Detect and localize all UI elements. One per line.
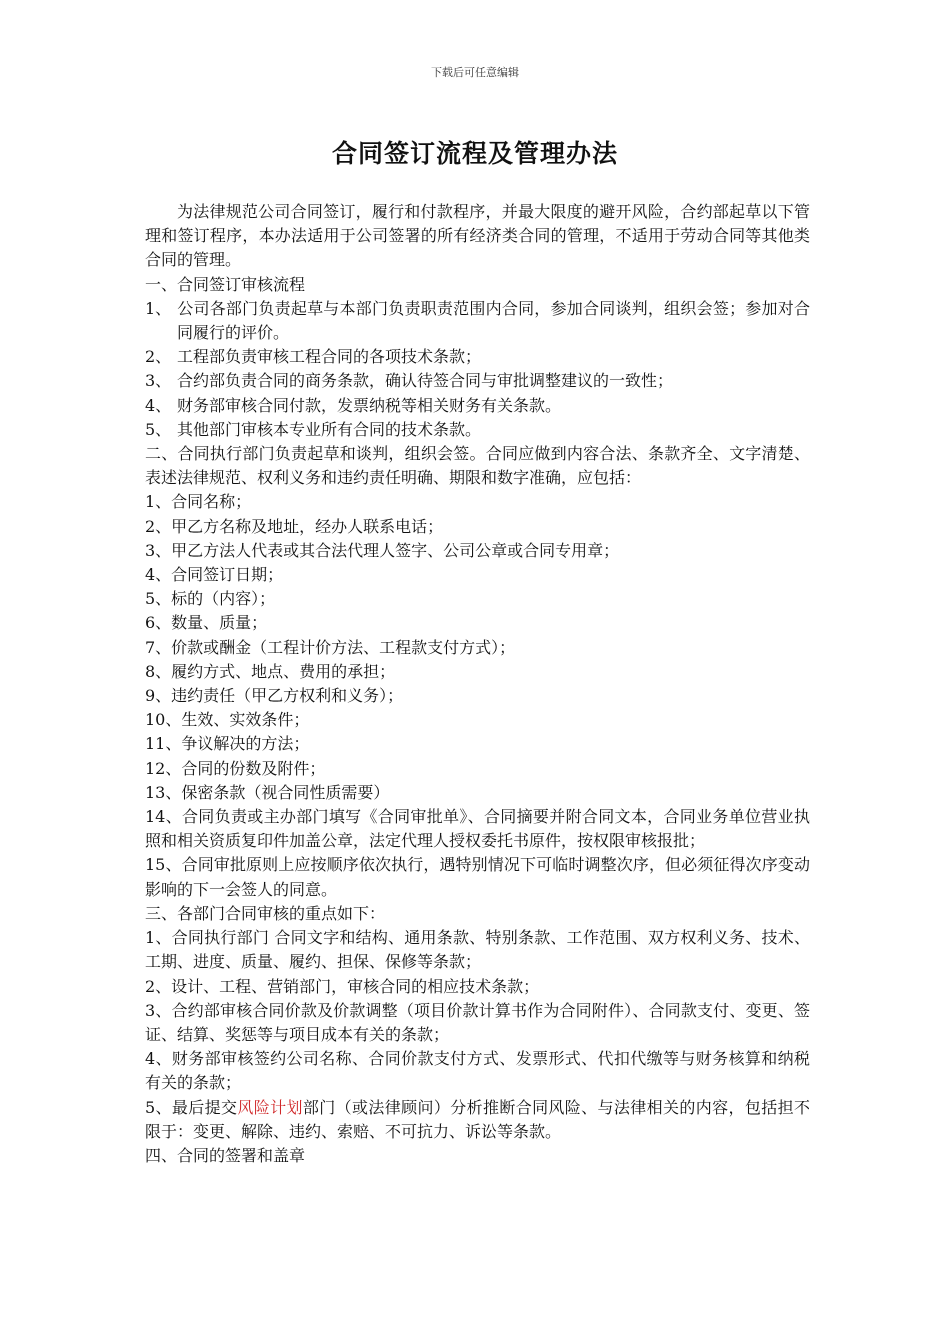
list-item xyxy=(145,418,810,442)
list-item xyxy=(145,369,810,393)
highlighted-text: 风险计划 xyxy=(237,1097,303,1117)
document-body xyxy=(145,200,810,1168)
list-item: 6、数量、质量； xyxy=(145,613,268,633)
list-item: 1、合同执行部门 合同文字和结构、通用条款、特别条款、工作范围、双方权利义务、技术、工期、进度、质量、履约、担保、保修等条款； xyxy=(145,928,810,972)
list-item: 8、履约方式、地点、费用的承担； xyxy=(145,661,396,681)
list-item: 15、合同审批原则上应按顺序依次执行，遇特别情况下可临时调整次序，但必须征得次序变动影响的下一会签人的同意。 xyxy=(145,855,810,899)
section-heading: 二、合同执行部门负责起草和谈判，组织会签。合同应做到内容合法、条款齐全、文字清楚、表述法律规范、权利义务和违约责任明确、期限和数字准确，应包括： xyxy=(145,444,810,488)
list-item: 12、合同的份数及附件； xyxy=(145,758,326,778)
list-item xyxy=(145,297,810,345)
item-number: 3、 xyxy=(145,371,172,391)
item-text: 其他部门审核本专业所有合同的技术条款。 xyxy=(177,419,482,439)
item-number: 5、 xyxy=(145,419,172,439)
list-item: 2、设计、工程、营销部门，审核合同的相应技术条款； xyxy=(145,976,540,996)
list-item: 9、违约责任（甲乙方权利和义务）； xyxy=(145,686,404,706)
section-heading: 一、合同签订审核流程 xyxy=(145,274,306,294)
item-number: 1、 xyxy=(145,298,172,318)
document-title: 合同签订流程及管理办法 xyxy=(331,139,618,168)
list-item: 13、保密条款（视合同性质需要） xyxy=(145,782,390,802)
item-text: 合约部负责合同的商务条款，确认待签合同与审批调整建议的一致性； xyxy=(177,371,674,391)
list-item: 5、标的（内容）； xyxy=(145,589,276,609)
item-text: 部门（或法律顾问）分析推断合同风险、与法律相关的内容，包括担不限于：变更、解除、违约、索赔、不可抗力、诉讼等条款。 xyxy=(145,1097,810,1141)
list-item: 10、生效、实效条件； xyxy=(145,710,310,730)
list-item: 1、合同名称； xyxy=(145,492,252,512)
list-item xyxy=(145,345,810,369)
list-item: 4、合同签订日期； xyxy=(145,565,284,585)
intro-paragraph: 为法律规范公司合同签订，履行和付款程序，并最大限度的避开风险，合约部起草以下管理和签订程序，本办法适用于公司签署的所有经济类合同的管理，不适用于劳动合同等其他类合同的管理。 xyxy=(145,202,810,270)
list-item: 4、财务部审核签约公司名称、合同价款支付方式、发票形式、代扣代缴等与财务核算和纳税有关的条款； xyxy=(145,1049,810,1093)
item-number: 4、 xyxy=(145,395,172,415)
item-text: 财务部审核合同付款，发票纳税等相关财务有关条款。 xyxy=(177,395,562,415)
section-heading: 四、合同的签署和盖章 xyxy=(145,1145,306,1165)
list-item: 3、合约部审核合同价款及价款调整（项目价款计算书作为合同附件）、合同款支付、变更、签证、结算、奖惩等与项目成本有关的条款； xyxy=(145,1000,810,1044)
item-text: 公司各部门负责起草与本部门负责职责范围内合同，参加合同谈判，组织会签；参加对合同履行的评价。 xyxy=(177,298,810,343)
page-header: 下载后可任意编辑 xyxy=(431,66,519,79)
list-item: 14、合同负责或主办部门填写《合同审批单》、合同摘要并附合同文本，合同业务单位营业执照和相关资质复印件加盖公章，法定代理人授权委托书原件，按权限审核报批； xyxy=(145,807,810,851)
list-item: 3、甲乙方法人代表或其合法代理人签字、公司公章或合同专用章； xyxy=(145,540,620,560)
item-number: 2、 xyxy=(145,347,172,367)
list-item xyxy=(145,1096,810,1144)
section-heading: 三、各部门合同审核的重点如下： xyxy=(145,903,386,923)
item-text: 工程部负责审核工程合同的各项技术条款； xyxy=(177,347,482,367)
list-item: 11、争议解决的方法； xyxy=(145,734,310,754)
list-item: 7、价款或酬金（工程计价方法、工程款支付方式）； xyxy=(145,637,516,657)
list-item: 2、甲乙方名称及地址，经办人联系电话； xyxy=(145,516,444,536)
item-text: 5、最后提交 xyxy=(145,1097,238,1117)
list-item xyxy=(145,394,810,418)
